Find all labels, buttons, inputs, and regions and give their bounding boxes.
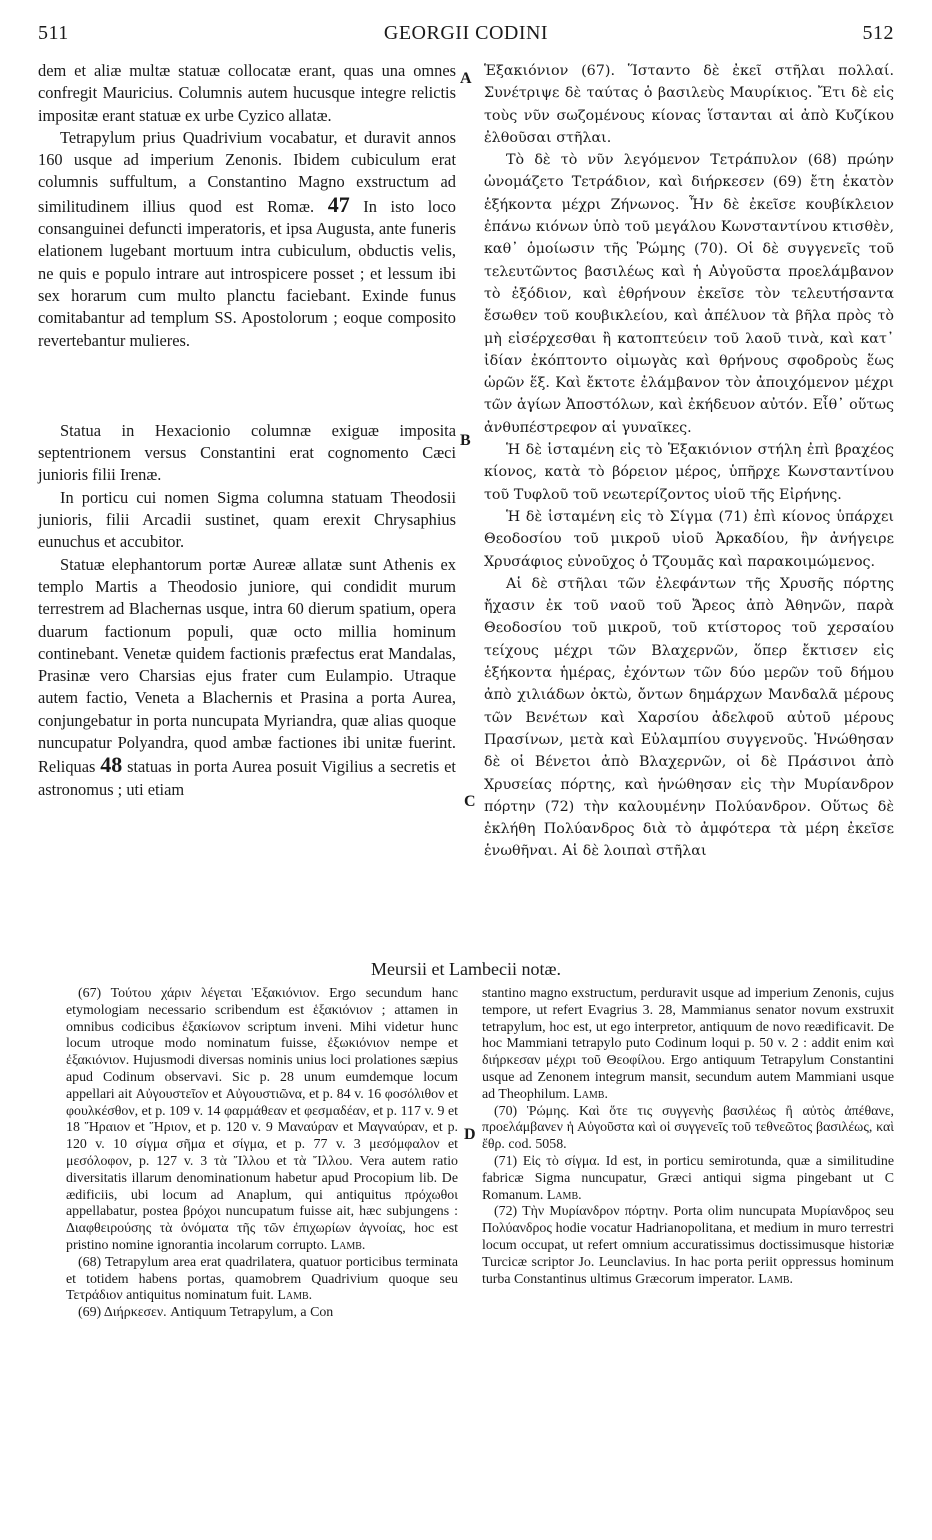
- latin-paragraph: dem et aliæ multæ statuæ collocatæ erant, quas una omnes confregit Mauricius. Columnis autem hucusque integre relictis impositæ erant statuæ ex urbe Cyzico allatæ.: [38, 61, 456, 125]
- footnote-signature: Lamb.: [277, 1288, 313, 1304]
- latin-text: Tetrapylum prius Quadrivium vocabatur, et duravit annos 160 usque ad imperium Zenonis. Ibidem cubiculum erat columnis suffultum, a Constantino Magno exstructum ad similitudinem illius quod est Romæ.: [38, 127, 456, 216]
- greek-paragraph: Ἡ δὲ ἱσταμένη εἰς τὸ Ἑξακιόνιον στήλη ἐπὶ βραχέος κίονος, κατὰ τὸ βόρειον μέρος, ὑπῆρχε Κωνσταντίνου τοῦ Τυφλοῦ τοῦ νεωτερίζοντος υἱοῦ τῆς Εἰρήνης.: [484, 442, 894, 503]
- footnote-signature: Lamb.: [758, 1271, 794, 1287]
- margin-mark-d: D: [464, 1126, 476, 1143]
- section-number: 47: [327, 191, 350, 217]
- footnote-text: (72) Τὴν Μυρίανδρον πόρτην. Porta olim nuncupata Μυρίανδρος seu Πολύανδρος hodie vocatur Hadrianopolitana, et medium in muro terrestri locum occupat, ut refert omnium accuratissimus doctissimusque historiæ Turcicæ scriptor Jo. Leunclavius. In hac porta periit oppressus hominum turba Constantinus ultimus Græcorum imperator.: [482, 1204, 894, 1287]
- footnote-text: (71) Εἰς τὸ σίγμα. Id est, in porticu semirotunda, quæ a similitudine fabricæ Sigma nuncupatur, Græci antiqui sigma pingebant ut C Romanum.: [482, 1153, 894, 1203]
- latin-paragraph: Statua in Hexacionio columnæ exiguæ imposita septentrionem versus Constantini erat cognomento Cæci junioris filii Irenæ.: [38, 420, 456, 485]
- footnote-signature: Lamb.: [546, 1187, 582, 1203]
- page-header: [38, 22, 894, 50]
- column-gap: [38, 352, 456, 420]
- margin-mark-a: A: [460, 70, 472, 87]
- notes-heading: Meursii et Lambecii notæ.: [371, 959, 561, 979]
- footnote-69: (69) Διήρκεσεν. Antiquum Tetrapylum, a Con: [78, 1305, 334, 1321]
- greek-paragraph: Τὸ δὲ τὸ νῦν λεγόμενον Τετράπυλον (68) πρώην ὠνομάζετο Τετράδιον, καὶ διήρκεσεν (69) ἔτη ἑκατὸν ἑξήκοντα μέχρι Ζήνωνος. Ἦν δὲ ἐκεῖσε κουβίκλειον ἐπάνω κιόνων ὑπὸ τοῦ μεγάλου Κωνσταντίνου κτισθὲν, καθ᾽ ὁμοίωσιν τῆς Ῥώμης (70). Οἱ δὲ συγγενεῖς τοῦ τελευτῶντος βασιλέως καὶ ἡ Αὐγοῦστα προελάμβανον τὸ ἐξόδιον, καὶ ἐθρήνουν ἐκεῖσε τὸν τελευτήσαντα ἔσωθεν τοῦ κουβικλείου, καὶ ἀπέλυον τὰ βῆλα πρὸς τὸ μὴ εἰσέρχεσθαι ἢ κατοπτεύειν τοῦ λαοῦ τινὰ, καὶ κατ᾽ ἰδίαν ἐκόπτοντο οἰμωγὰς καὶ θρήνους σφοδροὺς ἕως ὡρῶν ἕξ. Καὶ ἔκτοτε ἐλάμβανον τὸν ἀποιχόμενον μέχρι τῶν ἁγίων Ἀποστόλων, καὶ ἐκήδευον αὐτόν. Εἶθ᾽ οὕτως ἀνθυπέστρεφον αἱ γυναῖκες.: [484, 152, 894, 436]
- latin-column: [38, 60, 456, 801]
- greek-paragraph: Αἱ δὲ στῆλαι τῶν ἐλεφάντων τῆς Χρυσῆς πόρτης ἤχασιν ἐκ τοῦ ναοῦ τοῦ Ἄρεος ἀπὸ Ἀθηνῶν, παρὰ Θεοδοσίου τοῦ μικροῦ, τοῦ κτίστορος τοῦ χερσαίου τείχους μέχρι τῶν Βλαχερνῶν, ὅπερ ἔκτισεν εἰς ἑξήκοντα ἡμέρας, ἐχόντων τῶν δύο μερῶν τοῦ δήμου ἀπὸ χιλιάδων ὀκτὼ, ὄντων δημάρχων Μανδαλᾶ μέρους τῶν Βενέτων καὶ Χαρσίου ἀδελφοῦ αὐτοῦ μέρους Πρασίνων, μετὰ καὶ Εὐλαμπίου συγγενοῦς. Ἡνώθησαν δὲ οἱ Βένετοι ἀπὸ Βλαχερνῶν, οἱ δὲ Πράσινοι ἀπὸ Χρυσείας πόρτης, καὶ ἡνώθησαν εἰς τὴν Μυρίανδρον πόρτην (72) τὴν καλουμένην Πολύανδρον. Οὕτως δὲ ἐκλήθη Πολύανδρος διὰ τὸ ἀμφότερα τὰ μέρη ἐκεῖσε ἑνωθῆναι. Αἱ δὲ λοιπαὶ στῆλαι: [484, 575, 894, 860]
- margin-mark-c: C: [464, 793, 476, 810]
- margin-mark-b: B: [460, 432, 471, 449]
- footnote-69-continued: [482, 986, 894, 1104]
- footnote-72: [482, 1204, 894, 1288]
- latin-text: In isto loco consanguinei defuncti imperatoris, et ipsa Augusta, ante funeris elationem lugebant mortuum intra cubiculum, obductis velis, ne quis e populo intrare aut introspicere posset ; et lessum ibi sex horarum cum multo planctu faciebant. Exinde funus comitabantur ad templum SS. Apostolorum ; eoque composito revertebantur mulieres.: [38, 196, 457, 350]
- greek-column: [484, 60, 894, 863]
- greek-paragraph: Ἡ δὲ ἱσταμένη εἰς τὸ Σίγμα (71) ἐπὶ κίονος ὑπάρχει Θεοδοσίου τοῦ μικροῦ υἱοῦ Ἀρκαδίου, ἣν ἀνήγειρε Χρυσάφιος εὐνοῦχος ὁ Τζουμᾶς καὶ παρακοιμώμενος.: [484, 508, 894, 570]
- notes-right-column: [482, 986, 894, 1288]
- latin-paragraph: [38, 554, 456, 801]
- footnote-text: (67) Τούτου χάριν λέγεται Ἑξακιόνιον. Ergo secundum hanc etymologiam necessario scribendum est ἑξακιόνιον ; attamen in omnibus codicibus ἐξακίωνον scriptum inveni. Mihi videtur hunc locum utroque modo nominatum fuisse, ἐξωκιόνιον nempe et ἐξακιόνιον. Hujusmodi diversas nominis unius loci prolationes sæpius apud Codinum observavi. Sic p. 28 unum eumdemque locum appellari ait Αὐγουστεῖον et Αὐγουστιῶνα, et p. 84 v. 16 φοσόλιθον et φουλκέσθον, et p. 109 v. 14 φαρμάθεαν et φεσμαδέαν, et p. 117 v. 9 et 18 Ἥραιον et Ἥριον, et p. 120 v. 9 Μαναύραν et Μαγναύραν, et p. 120 v. 10 σίγμα σῆμα et σίγμα, et p. 77 v. 3 μεσόμφαλον et μεσόλοφον, p. 127 v. 3 τὰ Ἴλλου et τὰ Ἴλλου. Vera autem ratio diversitatis illarum denominationum habetur apud Procopium lib. De ædificiis, ubi locum ad Anaplum, qui antiquitus πρόχωθοι appellabatur, postea βρόχοι nuncupatum fuisse ait, hæc subjungens : Διαφθειρούσης τὰ ὀνόματα τῆς τῶν ἐπιχωρίων ἀγνοίας, hoc est pristino nomine ignorantia incolarum corrupto.: [66, 986, 458, 1253]
- footnote-67: [66, 986, 458, 1255]
- latin-text: Statuæ elephantorum portæ Aureæ allatæ sunt Athenis ex templo Martis a Theodosio juniore, qui condidit murum terrestrem ad Blachernas usque, intra 60 dierum spatium, opera duarum factionum populi, quæ octo millia hominum continebant. Venetæ quidem factionis præfectus erat Mandalas, Prasinæ vero Charsias ejus frater cum Eulampio. Utraque autem factio, Veneta a Blachernis et Prasina a porta Aurea, conjungebatur in porta nuncupata Myriandra, quæ alias quoque nuncupatur Polyandra, quod ambæ factiones ibi unitæ fuerint. Reliquas: [38, 554, 456, 777]
- footnote-text: (68) Tetrapylum area erat quadrilatera, quatuor porticibus terminata et totidem habens portas, quamobrem Quadrivium quoque seu Τετράδιον antiquitus nominatum fuit.: [66, 1254, 458, 1304]
- notes-left-column: [66, 986, 458, 1322]
- page-number-right: 512: [862, 22, 894, 44]
- latin-paragraph: In porticu cui nomen Sigma columna statuam Theodosii junioris, filii Arcadii sustinet, quam erexit Chrysaphius eunuchus et accubitor.: [38, 487, 456, 552]
- footnote-signature: Lamb.: [330, 1237, 366, 1253]
- greek-paragraph: Ἑξακιόνιον (67). Ἵσταντο δὲ ἐκεῖ στῆλαι πολλαί. Συνέτριψε δὲ ταύτας ὁ βασιλεὺς Μαυρίκιος. Ἔτι δὲ εἰς τοὺς νῦν σωζομένους κίονας ἵστανται αἱ ἀπὸ Κυζίκου ἐλθοῦσαι στῆλαι.: [484, 63, 894, 146]
- running-title: GEORGII CODINI: [383, 22, 549, 44]
- latin-paragraph: [38, 127, 456, 352]
- section-number: 48: [100, 752, 123, 778]
- footnote-71: [482, 1154, 894, 1204]
- page-number-left: 511: [38, 22, 69, 44]
- latin-text: statuas in porta Aurea posuit Vigilius a secretis et astronomus ; uti etiam: [38, 757, 456, 799]
- footnote-68: [66, 1255, 458, 1305]
- footnote-70: (70) Ῥώμης. Καὶ ὅτε τις συγγενὴς βασιλέως ἢ αὐτὸς ἀπέθανε, προελάμβανεν ἡ Αὐγοῦστα καὶ οἱ συγγενεῖς τοῦ τεθνεῶτος βασιλέως, καὶ ἔθρ. cod. 5058.: [482, 1103, 894, 1153]
- footnote-text: stantino magno exstructum, perduravit usque ad imperium Zenonis, cujus tempore, ut refert Evagrius 3. 28, Mammianus senator novum exstruxit tetrapylum, hoc est, ut ego interpretor, antiquum de novo reædificavit. De hoc Mammiani tetrapylo puto Codinum loqui p. 50 v. 2 : addit enim καὶ διήρκεσαν μέχρι τοῦ Θεοφίλου. Ergo antiquum Tetrapylum Constantini usque ad Zenonem integrum mansit, secundum autem Mammiani usque ad Theophilum.: [482, 986, 894, 1102]
- footnote-signature: Lamb.: [573, 1086, 608, 1102]
